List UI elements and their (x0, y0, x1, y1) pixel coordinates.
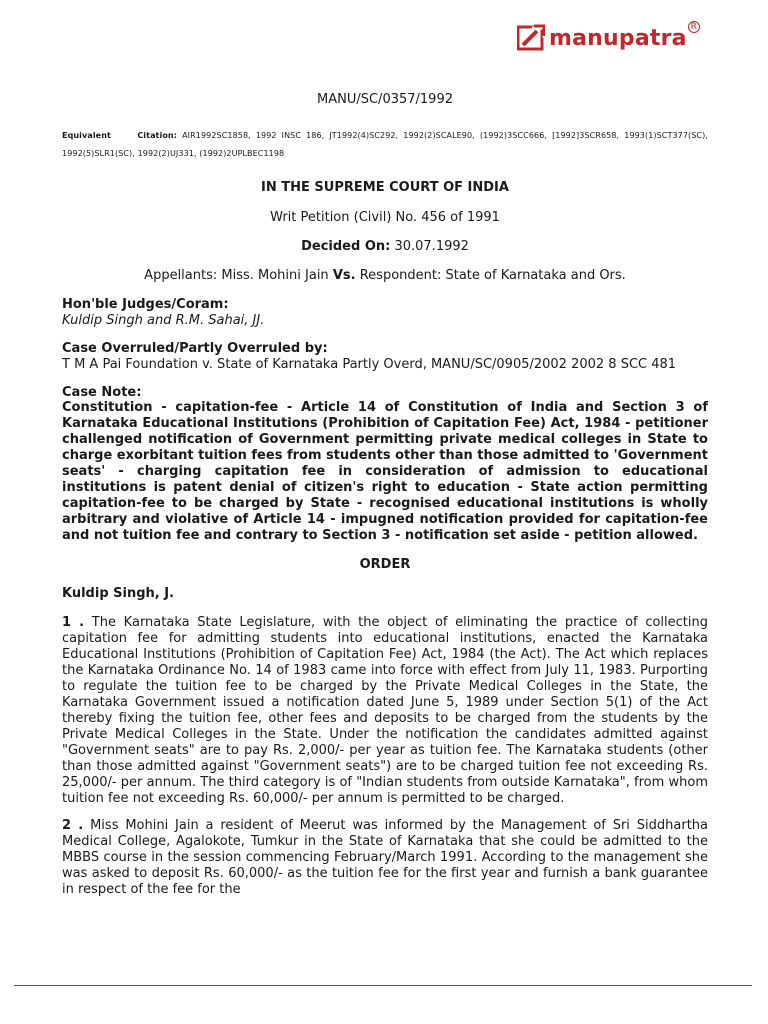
judge-heading: Kuldip Singh, J. (62, 586, 175, 601)
case-note-text: Constitution - capitation-fee - Article 14 of Constitution of India and Section 3 of Karnataka Educational Institutions (Prohibition of Capitation Fee) Act, 1984 - petitioner challenged notification of Government permitting private medical colleges in State to charge exorbitant tuition fees from students other than those admitted to 'Government seats' - charging capitation fee in consideration of admission to educational institutions is patent denial of citizen's right to education - State action permitting capitation-fee to be charged by State - recognised educational institutions is wholly arbitrary and violative of Article 14 - impugned notification provided for capitation-fee and not tuition fee and contrary to Section 3 - notification set aside - petition allowed. (62, 400, 708, 543)
case-note-label: Case Note: (62, 385, 142, 400)
judges-names: Kuldip Singh and R.M. Sahai, JJ. (62, 313, 265, 328)
decided-on (62, 239, 708, 254)
appellants: Appellants: Miss. Mohini Jain (144, 268, 329, 283)
judges-section (62, 297, 708, 329)
paragraph-2 (62, 818, 708, 898)
manupatra-logo-icon (517, 24, 545, 52)
court-name: IN THE SUPREME COURT OF INDIA (261, 180, 509, 195)
footer-divider (14, 985, 752, 986)
paragraph-number: 2 . (62, 818, 84, 833)
overruled-section (62, 341, 708, 373)
writ-petition: Writ Petition (Civil) No. 456 of 1991 (270, 210, 500, 225)
overruled-text: T M A Pai Foundation v. State of Karnataka Partly Overd, MANU/SC/0905/2002 2002 8 SCC 481 (62, 357, 677, 372)
decided-on-label: Decided On: (301, 239, 391, 254)
document-body (62, 92, 708, 909)
paragraph-text: The Karnataka State Legislature, with the object of eliminating the practice of collecting capitation fee for admitting students into educational institutions, enacted the Karnataka Educational Institutions (Prohibition of Capitation Fee) Act, 1984 (the Act). The Act which replaces the Karnataka Ordinance No. 14 of 1983 came into force with effect from July 11, 1983. Purporting to regulate the tuition fee to be charged by the Private Medical Colleges in the State, the Karnataka Government issued a notification dated June 5, 1989 under Section 5(1) of the Act thereby fixing the tuition fee, other fees and deposits to be charged from the students by the Private Medical Colleges in the State. Under the notification the candidates admitted against "Government seats" are to pay Rs. 2,000/- per year as tuition fee. The Karnataka students (other than those admitted against "Government seats") are to be charged tuition fee not exceeding Rs. 25,000/- per annum. The third category is of "Indian students from outside Karnataka", from whom tuition fee not exceeding Rs. 60,000/- per annum is permitted to be charged. (62, 615, 708, 806)
manupatra-logo (517, 24, 700, 52)
order-heading: ORDER (359, 557, 411, 572)
overruled-label: Case Overruled/Partly Overruled by: (62, 341, 328, 356)
respondent: Respondent: State of Karnataka and Ors. (359, 268, 626, 283)
citation-id: MANU/SC/0357/1992 (317, 92, 453, 107)
paragraph-text: Miss Mohini Jain a resident of Meerut was informed by the Management of Sri Siddhartha Medical College, Agalokote, Tumkur in the State of Karnataka that she could be admitted to the MBBS course in the session commencing February/March 1991. According to the management she was asked to deposit Rs. 60,000/- as the tuition fee for the first year and furnish a bank guarantee in respect of the fee for the (62, 818, 708, 897)
versus: Vs. (332, 268, 356, 283)
equivalent-citation (62, 127, 708, 163)
case-note-section (62, 385, 708, 544)
registered-mark: R (688, 21, 700, 33)
paragraph-1 (62, 615, 708, 807)
parties (62, 268, 708, 283)
equivalent-citation-label: Equivalent Citation: (62, 131, 178, 140)
manupatra-logo-text: manupatra (549, 25, 687, 51)
decided-on-value: 30.07.1992 (394, 239, 469, 254)
equivalent-citation-text: AIR1992SC1858, 1992 INSC 186, JT1992(4)SC292, 1992(2)SCALE90, (1992)3SCC666, [1992]3SCR658, 1993(1)SCT377(SC), 1992(5)SLR1(SC), 1992(2)UJ331, (1992)2UPLBEC1198 (62, 131, 708, 158)
judges-label: Hon'ble Judges/Coram: (62, 297, 229, 312)
paragraph-number: 1 . (62, 615, 85, 630)
